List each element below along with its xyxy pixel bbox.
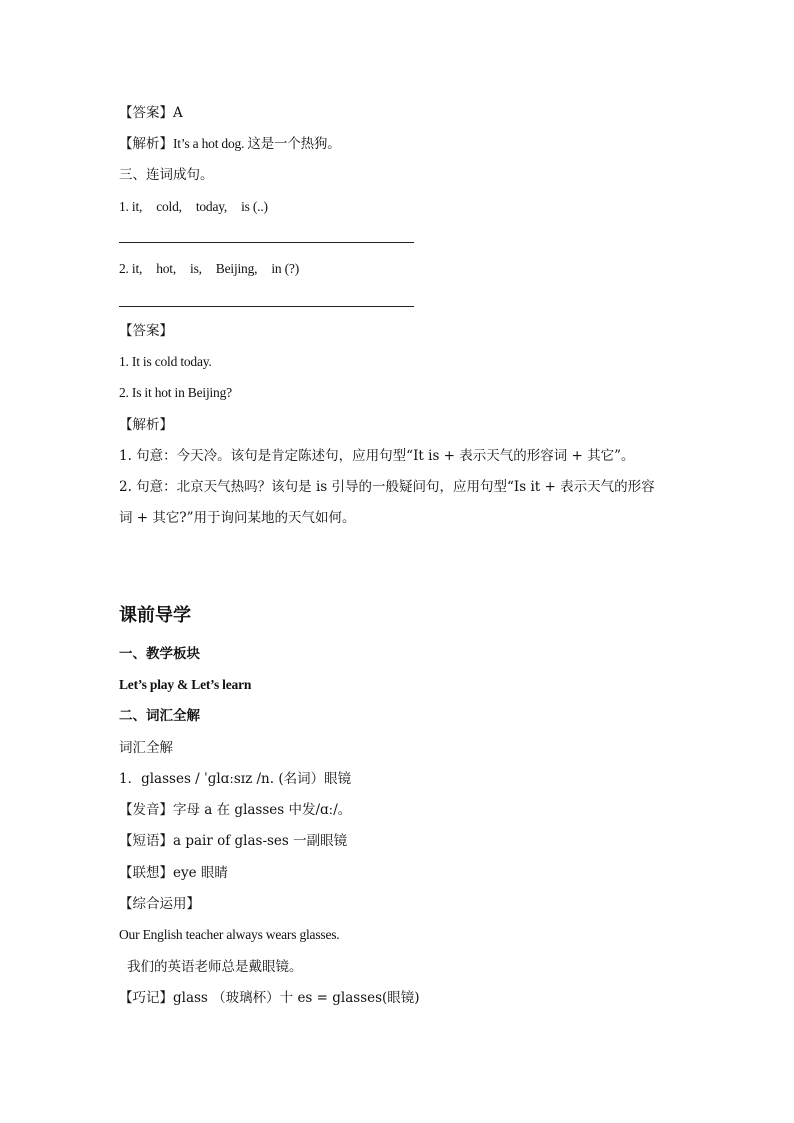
vocab-section-heading: 二、词汇全解	[119, 708, 200, 724]
guide-title: 课前导学	[119, 605, 191, 626]
memory-tip: 【巧记】glass （玻璃杯）十 es = glasses(眼镜)	[119, 990, 420, 1006]
analysis-2: 2. 句意：北京天气热吗？该句是 is 引导的一般疑问句，应用句型“Is it + 表示天气的形容	[119, 479, 655, 495]
question-2-words: 2. it, hot, is, Beijing, in (?)	[119, 261, 299, 276]
answer-blank-1[interactable]	[119, 242, 414, 243]
analysis-1: 1. 句意：今天冷。该句是肯定陈述句，应用句型“It is + 表示天气的形容词 + 其它”。	[119, 448, 635, 464]
question-1-words: 1. it, cold, today, is (..)	[119, 199, 268, 214]
example-chinese: 我们的英语老师总是戴眼镜。	[127, 959, 303, 975]
usage-tag: 【综合运用】	[119, 896, 200, 912]
pronunciation-note: 【发音】字母 a 在 glasses 中发/ɑː/。	[119, 802, 352, 818]
prev-answer: 【答案】A	[119, 105, 183, 121]
section-3-title: 三、连词成句。	[119, 167, 214, 183]
section-3-answer-tag: 【答案】	[119, 323, 173, 339]
example-english: Our English teacher always wears glasses.	[119, 927, 340, 942]
association-note: 【联想】eye 眼睛	[119, 865, 228, 881]
answer-blank-2[interactable]	[119, 306, 414, 307]
vocab-entry-glasses: 1．glasses / ˈɡlɑːsɪz /n. (名词）眼镜	[119, 771, 352, 787]
teaching-module-heading: 一、教学板块	[119, 646, 200, 662]
phrase-note: 【短语】a pair of glas-ses 一副眼镜	[119, 833, 348, 849]
module-name: Let’s play & Let’s learn	[119, 677, 252, 692]
prev-analysis: 【解析】It’s a hot dog. 这是一个热狗。	[119, 136, 341, 152]
answer-1: 1. It is cold today.	[119, 354, 212, 369]
analysis-2-cont: 词 + 其它?”用于询问某地的天气如何。	[119, 510, 356, 526]
vocab-heading: 词汇全解	[119, 740, 173, 756]
section-3-analysis-tag: 【解析】	[119, 417, 173, 433]
answer-2: 2. Is it hot in Beijing?	[119, 385, 232, 400]
